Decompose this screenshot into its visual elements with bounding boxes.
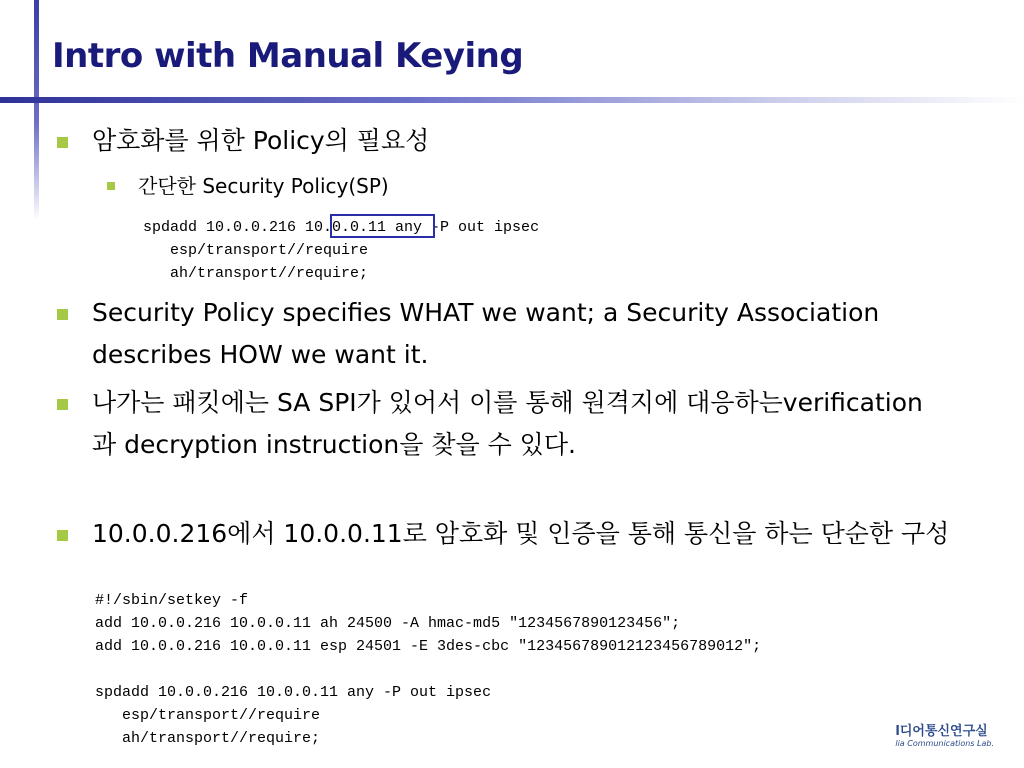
bullet-policy-need: 암호화를 위한 Policy의 필요성 (92, 126, 430, 155)
lab-logo-english: lia Communications Lab. (895, 739, 994, 748)
bullet-marker (57, 137, 68, 148)
setkey-code-block (95, 589, 761, 750)
sub-bullet-marker (107, 182, 115, 190)
code-line: esp/transport//require (143, 242, 369, 259)
code-line: spdadd 10.0.0.216 10.0.0.11 any -P out ipsec (143, 219, 540, 236)
sub-bullet-simple-sp: 간단한 Security Policy(SP) (138, 174, 389, 198)
bullet-marker (57, 399, 68, 410)
bullet-policy-vs-association: Security Policy specifies WHAT we want; a Security Association describes HOW we want it. (92, 298, 880, 369)
code-line: add 10.0.0.216 10.0.0.11 ah 24500 -A hmac-md5 "1234567890123456"; (95, 615, 681, 632)
bullet-marker (57, 309, 68, 320)
title-underline-bar (0, 97, 1024, 103)
vertical-accent-bar (34, 0, 39, 220)
destination-ip-highlight-box (330, 214, 435, 238)
code-line: esp/transport//require (95, 707, 321, 724)
bullet-marker (57, 530, 68, 541)
code-line: #!/sbin/setkey -f (95, 592, 249, 609)
slide-title: Intro with Manual Keying (52, 36, 524, 76)
lab-logo (895, 720, 994, 748)
bullet-simple-config: 10.0.0.216에서 10.0.0.11로 암호화 및 인증을 통해 통신을 하는 단순한 구성 (92, 519, 950, 548)
code-line: ah/transport//require; (143, 265, 369, 282)
lab-logo-korean: l디어통신연구실 (895, 724, 988, 739)
code-line: add 10.0.0.216 10.0.0.11 esp 24501 -E 3des-cbc "123456789012123456789012"; (95, 638, 762, 655)
code-line: spdadd 10.0.0.216 10.0.0.11 any -P out ipsec (95, 684, 492, 701)
code-line: ah/transport//require; (95, 730, 321, 747)
bullet-sa-spi: 나가는 패킷에는 SA SPI가 있어서 이를 통해 원격지에 대응하는verification과 decryption instruction을 찾을 수 있다. (92, 388, 923, 459)
